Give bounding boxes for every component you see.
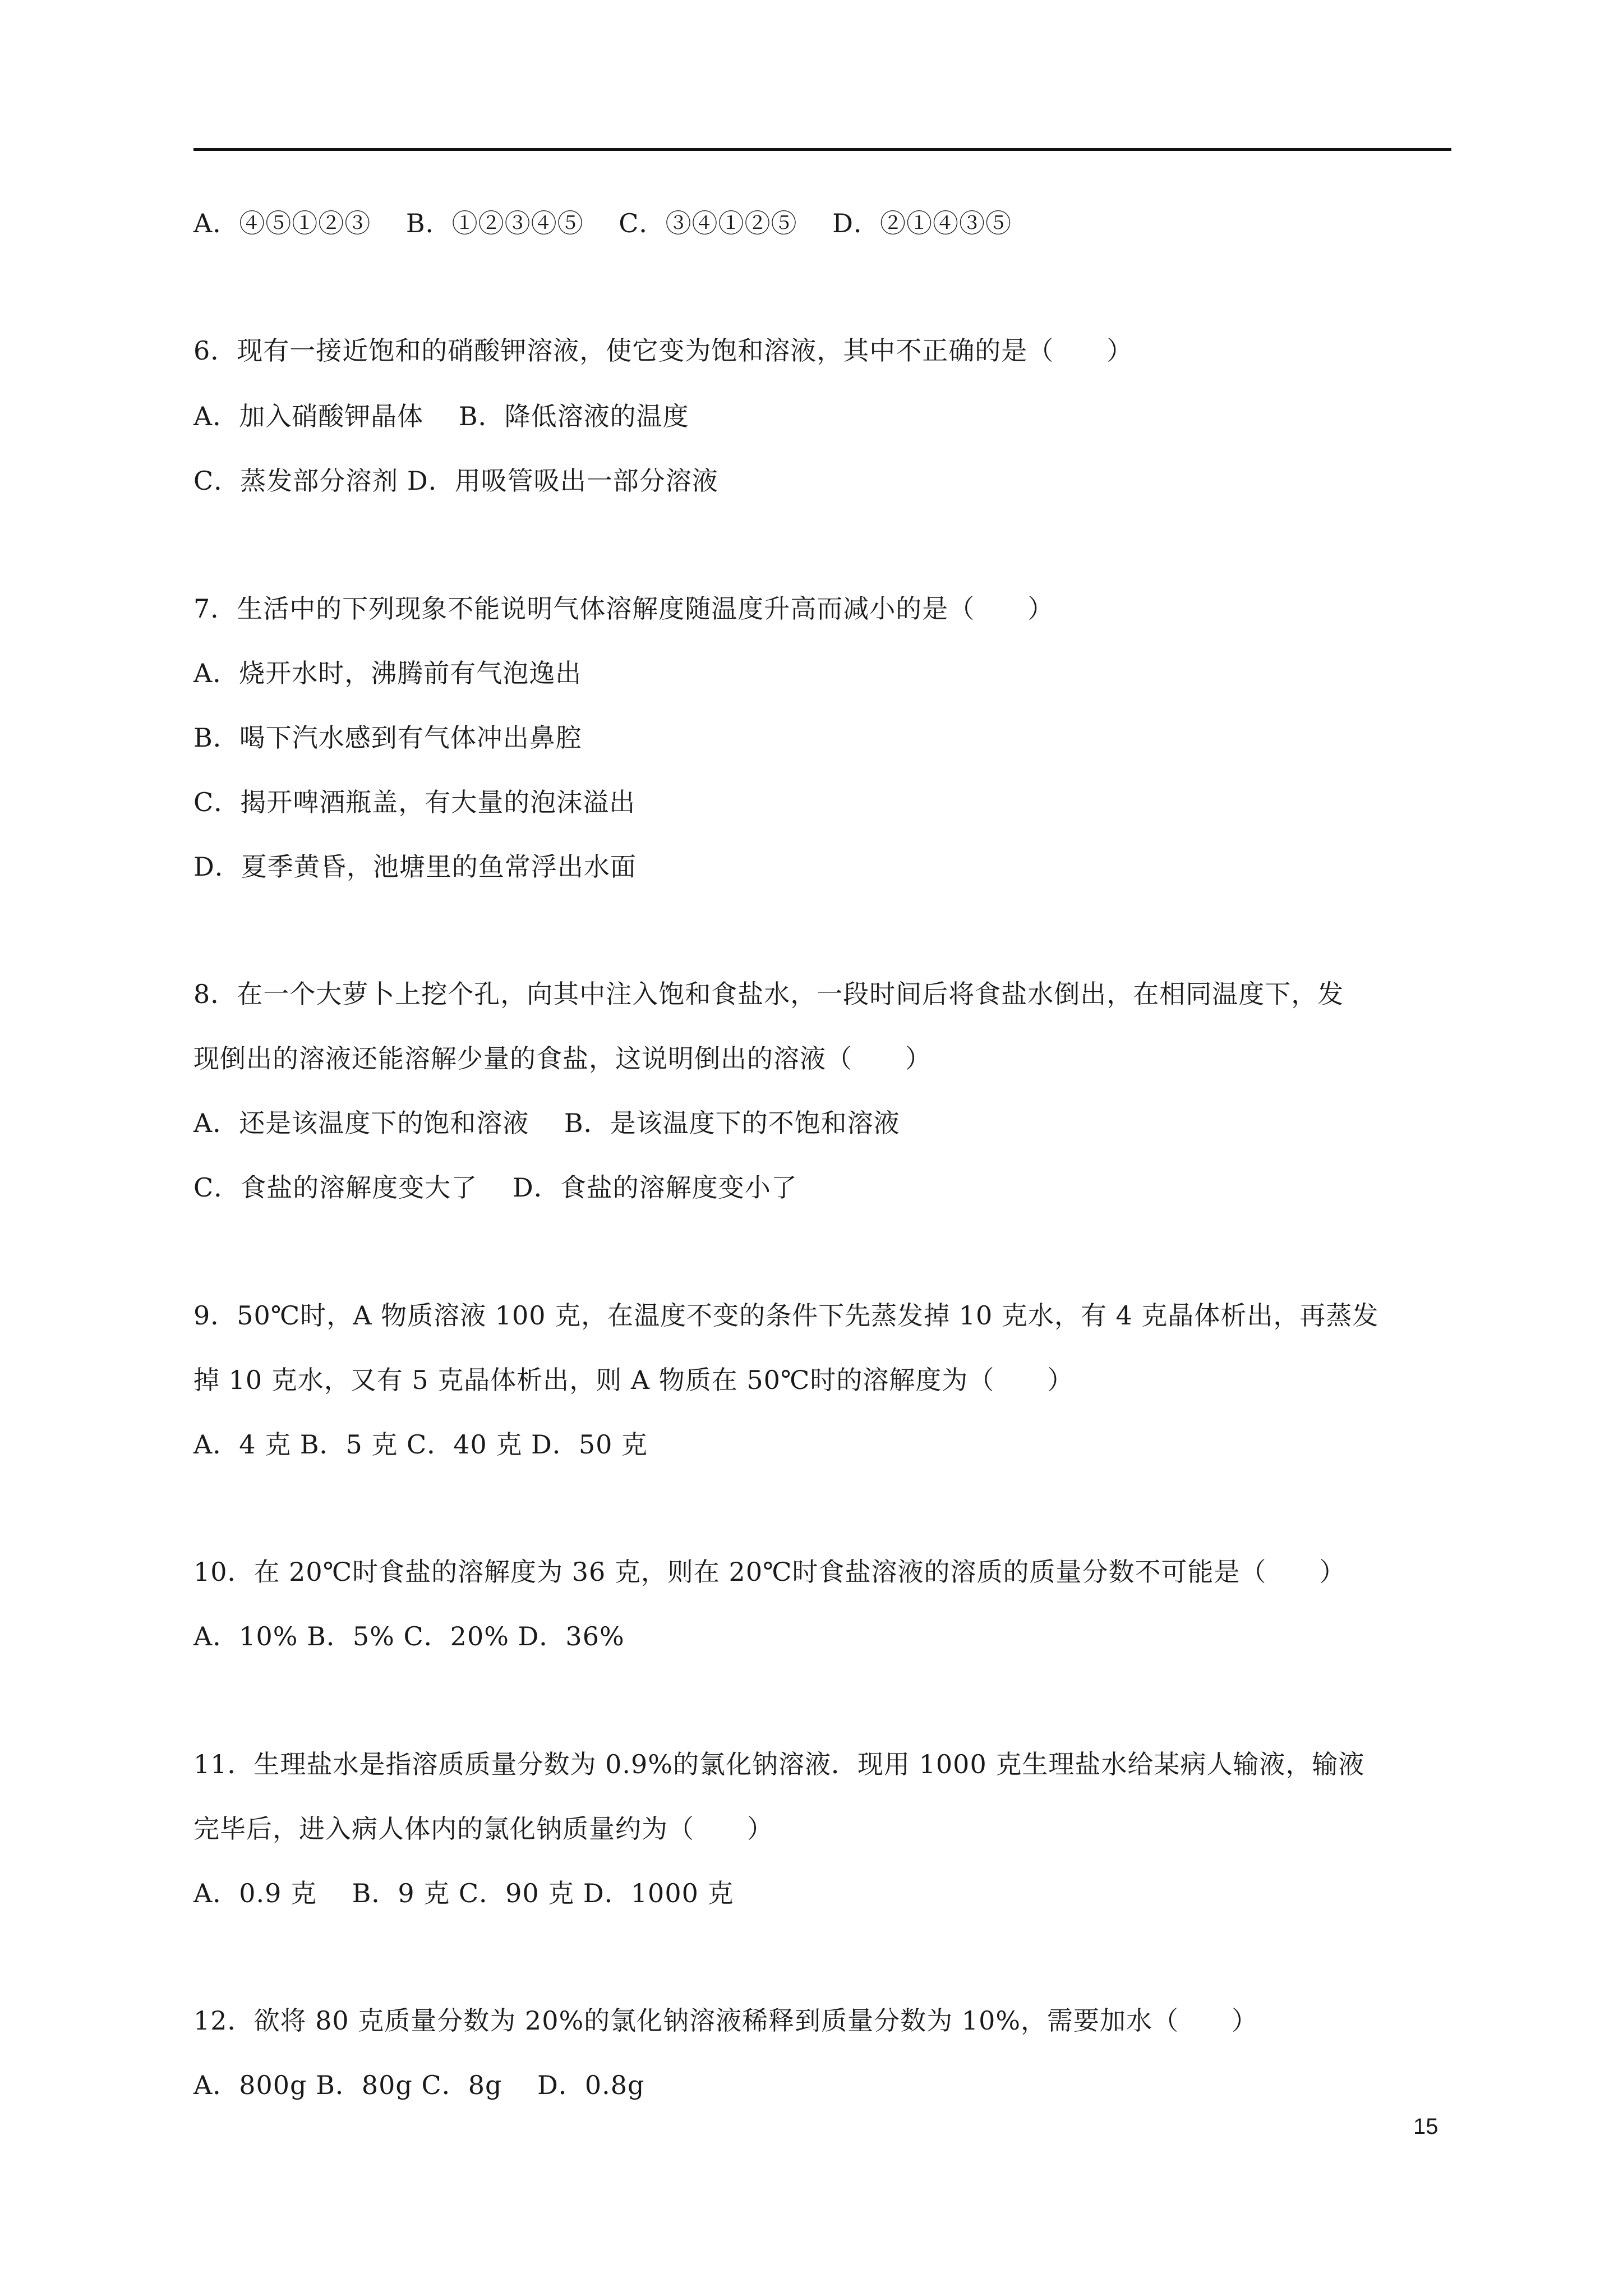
q12-options: A．800g B．80g C．8g D．0.8g — [193, 2070, 645, 2100]
q11-stem-line1: 11．生理盐水是指溶质质量分数为 0.9%的氯化钠溶液．现用 1000 克生理盐水给某病人输液，输液 — [193, 1749, 1365, 1779]
q8-options-ab: A．还是该温度下的饱和溶液 B．是该温度下的不饱和溶液 — [193, 1108, 900, 1138]
q9-stem-line2: 掉 10 克水，又有 5 克晶体析出，则 A 物质在 50℃时的溶解度为（ ） — [193, 1365, 1074, 1395]
q6-stem: 6．现有一接近饱和的硝酸钾溶液，使它变为饱和溶液，其中不正确的是（ ） — [193, 335, 1133, 366]
q6-options-ab: A．加入硝酸钾晶体 B．降低溶液的温度 — [193, 401, 689, 431]
header-rule — [193, 148, 1451, 151]
q10-stem: 10．在 20℃时食盐的溶解度为 36 克，则在 20℃时食盐溶液的溶质的质量分数不可能是（ ） — [193, 1557, 1346, 1587]
q6-options-cd: C．蒸发部分溶剂 D．用吸管吸出一部分溶液 — [193, 466, 718, 496]
q8-stem-line2: 现倒出的溶液还能溶解少量的食盐，这说明倒出的溶液（ ） — [193, 1043, 932, 1074]
q7-option-b: B．喝下汽水感到有气体冲出鼻腔 — [193, 723, 582, 753]
q8-stem-line1: 8．在一个大萝卜上挖个孔，向其中注入饱和食盐水，一段时间后将食盐水倒出，在相同温度下，发 — [193, 979, 1344, 1009]
q7-option-c: C．揭开啤酒瓶盖，有大量的泡沫溢出 — [193, 787, 636, 817]
q7-option-d: D．夏季黄昏，池塘里的鱼常浮出水面 — [193, 852, 637, 882]
q10-options: A．10% B．5% C．20% D．36% — [193, 1621, 625, 1651]
q9-stem-line1: 9．50℃时，A 物质溶液 100 克，在温度不变的条件下先蒸发掉 10 克水，有 4 克晶体析出，再蒸发 — [193, 1300, 1379, 1331]
q7-stem: 7．生活中的下列现象不能说明气体溶解度随温度升高而减小的是（ ） — [193, 593, 1054, 624]
page-number: 15 — [1413, 2114, 1438, 2139]
q11-stem-line2: 完毕后，进入病人体内的氯化钠质量约为（ ） — [193, 1814, 773, 1844]
q8-options-cd: C．食盐的溶解度变大了 D．食盐的溶解度变小了 — [193, 1172, 797, 1203]
q12-stem: 12．欲将 80 克质量分数为 20%的氯化钠溶液稀释到质量分数为 10%，需要加水（ ） — [193, 2005, 1258, 2036]
q5-options: A．④⑤①②③ B．①②③④⑤ C．③④①②⑤ D．②①④③⑤ — [193, 208, 1012, 238]
q7-option-a: A．烧开水时，沸腾前有气泡逸出 — [193, 658, 582, 688]
q9-options: A．4 克 B．5 克 C．40 克 D．50 克 — [193, 1429, 648, 1460]
q11-options: A．0.9 克 B．9 克 C．90 克 D．1000 克 — [193, 1878, 734, 1908]
